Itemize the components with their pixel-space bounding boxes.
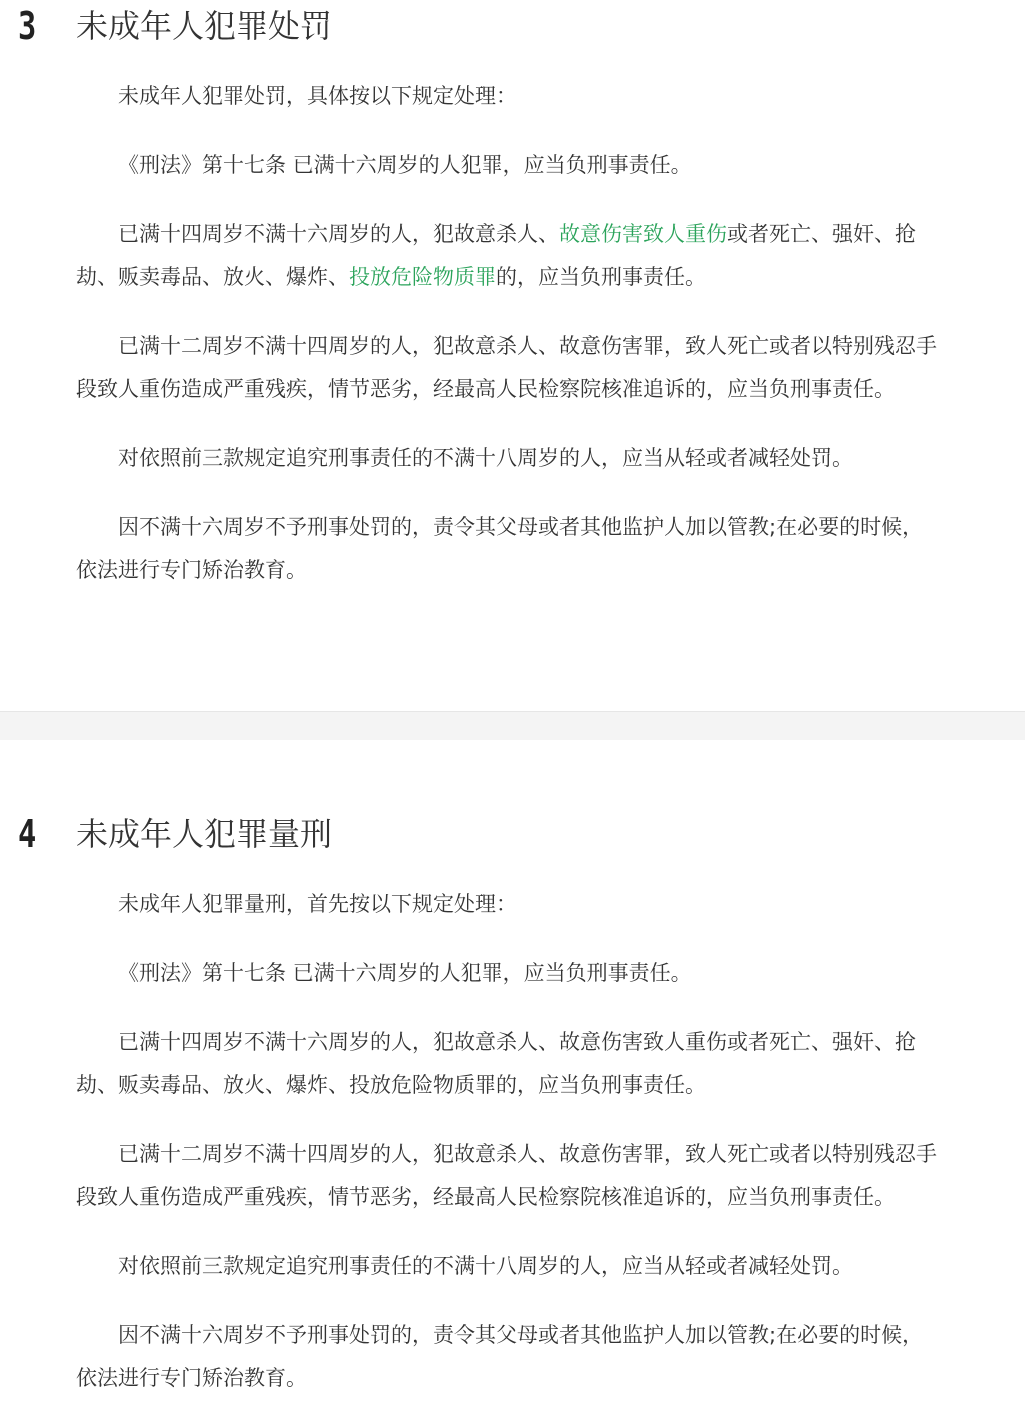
paragraph-guardian-discipline: 因不满十六周岁不予刑事处罚的，责令其父母或者其他监护人加以管教;在必要的时候，依法进行专门矫治教育。 <box>76 1323 924 1390</box>
paragraph-guardian-discipline: 因不满十六周岁不予刑事处罚的，责令其父母或者其他监护人加以管教;在必要的时候，依法进行专门矫治教育。 <box>76 515 924 582</box>
paragraph-intro: 未成年人犯罪处罚，具体按以下规定处理： <box>118 84 517 108</box>
section-divider <box>0 711 1025 740</box>
paragraph-article-17: 《刑法》第十七条 已满十六周岁的人犯罪，应当负刑事责任。 <box>118 961 692 985</box>
paragraph-lenient-punishment: 对依照前三款规定追究刑事责任的不满十八周岁的人，应当从轻或者减轻处罚。 <box>118 1254 853 1278</box>
paragraph-text: 或者死亡、强奸、抢劫、贩卖毒品、放火、爆炸、 <box>76 222 916 289</box>
link-dangerous-substances[interactable]: 投放危险物质罪 <box>349 265 496 289</box>
section-title: 未成年人犯罪处罚 <box>76 7 333 45</box>
section-header <box>0 0 1025 52</box>
paragraph-intro: 未成年人犯罪量刑，首先按以下规定处理： <box>118 892 517 916</box>
section-number: 3 <box>18 4 37 48</box>
section-body <box>76 75 942 618</box>
section-body <box>76 883 942 1426</box>
paragraph-lenient-punishment: 对依照前三款规定追究刑事责任的不满十八周岁的人，应当从轻或者减轻处罚。 <box>118 446 853 470</box>
section-title: 未成年人犯罪量刑 <box>76 815 333 853</box>
paragraph-age-12-14: 已满十二周岁不满十四周岁的人，犯故意杀人、故意伤害罪，致人死亡或者以特别残忍手段致人重伤造成严重残疾，情节恶劣，经最高人民检察院核准追诉的，应当负刑事责任。 <box>76 334 937 401</box>
paragraph-text: 已满十四周岁不满十六周岁的人，犯故意杀人、 <box>118 222 559 246</box>
paragraph-article-17: 《刑法》第十七条 已满十六周岁的人犯罪，应当负刑事责任。 <box>118 153 692 177</box>
link-intentional-injury[interactable]: 故意伤害致人重伤 <box>559 222 727 246</box>
paragraph-age-12-14: 已满十二周岁不满十四周岁的人，犯故意杀人、故意伤害罪，致人死亡或者以特别残忍手段致人重伤造成严重残疾，情节恶劣，经最高人民检察院核准追诉的，应当负刑事责任。 <box>76 1142 937 1209</box>
paragraph-text: 的，应当负刑事责任。 <box>496 265 706 289</box>
section-number: 4 <box>18 812 37 856</box>
section-3 <box>0 0 1025 582</box>
paragraph-age-14-16 <box>76 213 942 299</box>
section-4 <box>0 808 1025 1390</box>
section-header <box>0 808 1025 860</box>
paragraph-age-14-16: 已满十四周岁不满十六周岁的人，犯故意杀人、故意伤害致人重伤或者死亡、强奸、抢劫、贩卖毒品、放火、爆炸、投放危险物质罪的，应当负刑事责任。 <box>76 1030 916 1097</box>
